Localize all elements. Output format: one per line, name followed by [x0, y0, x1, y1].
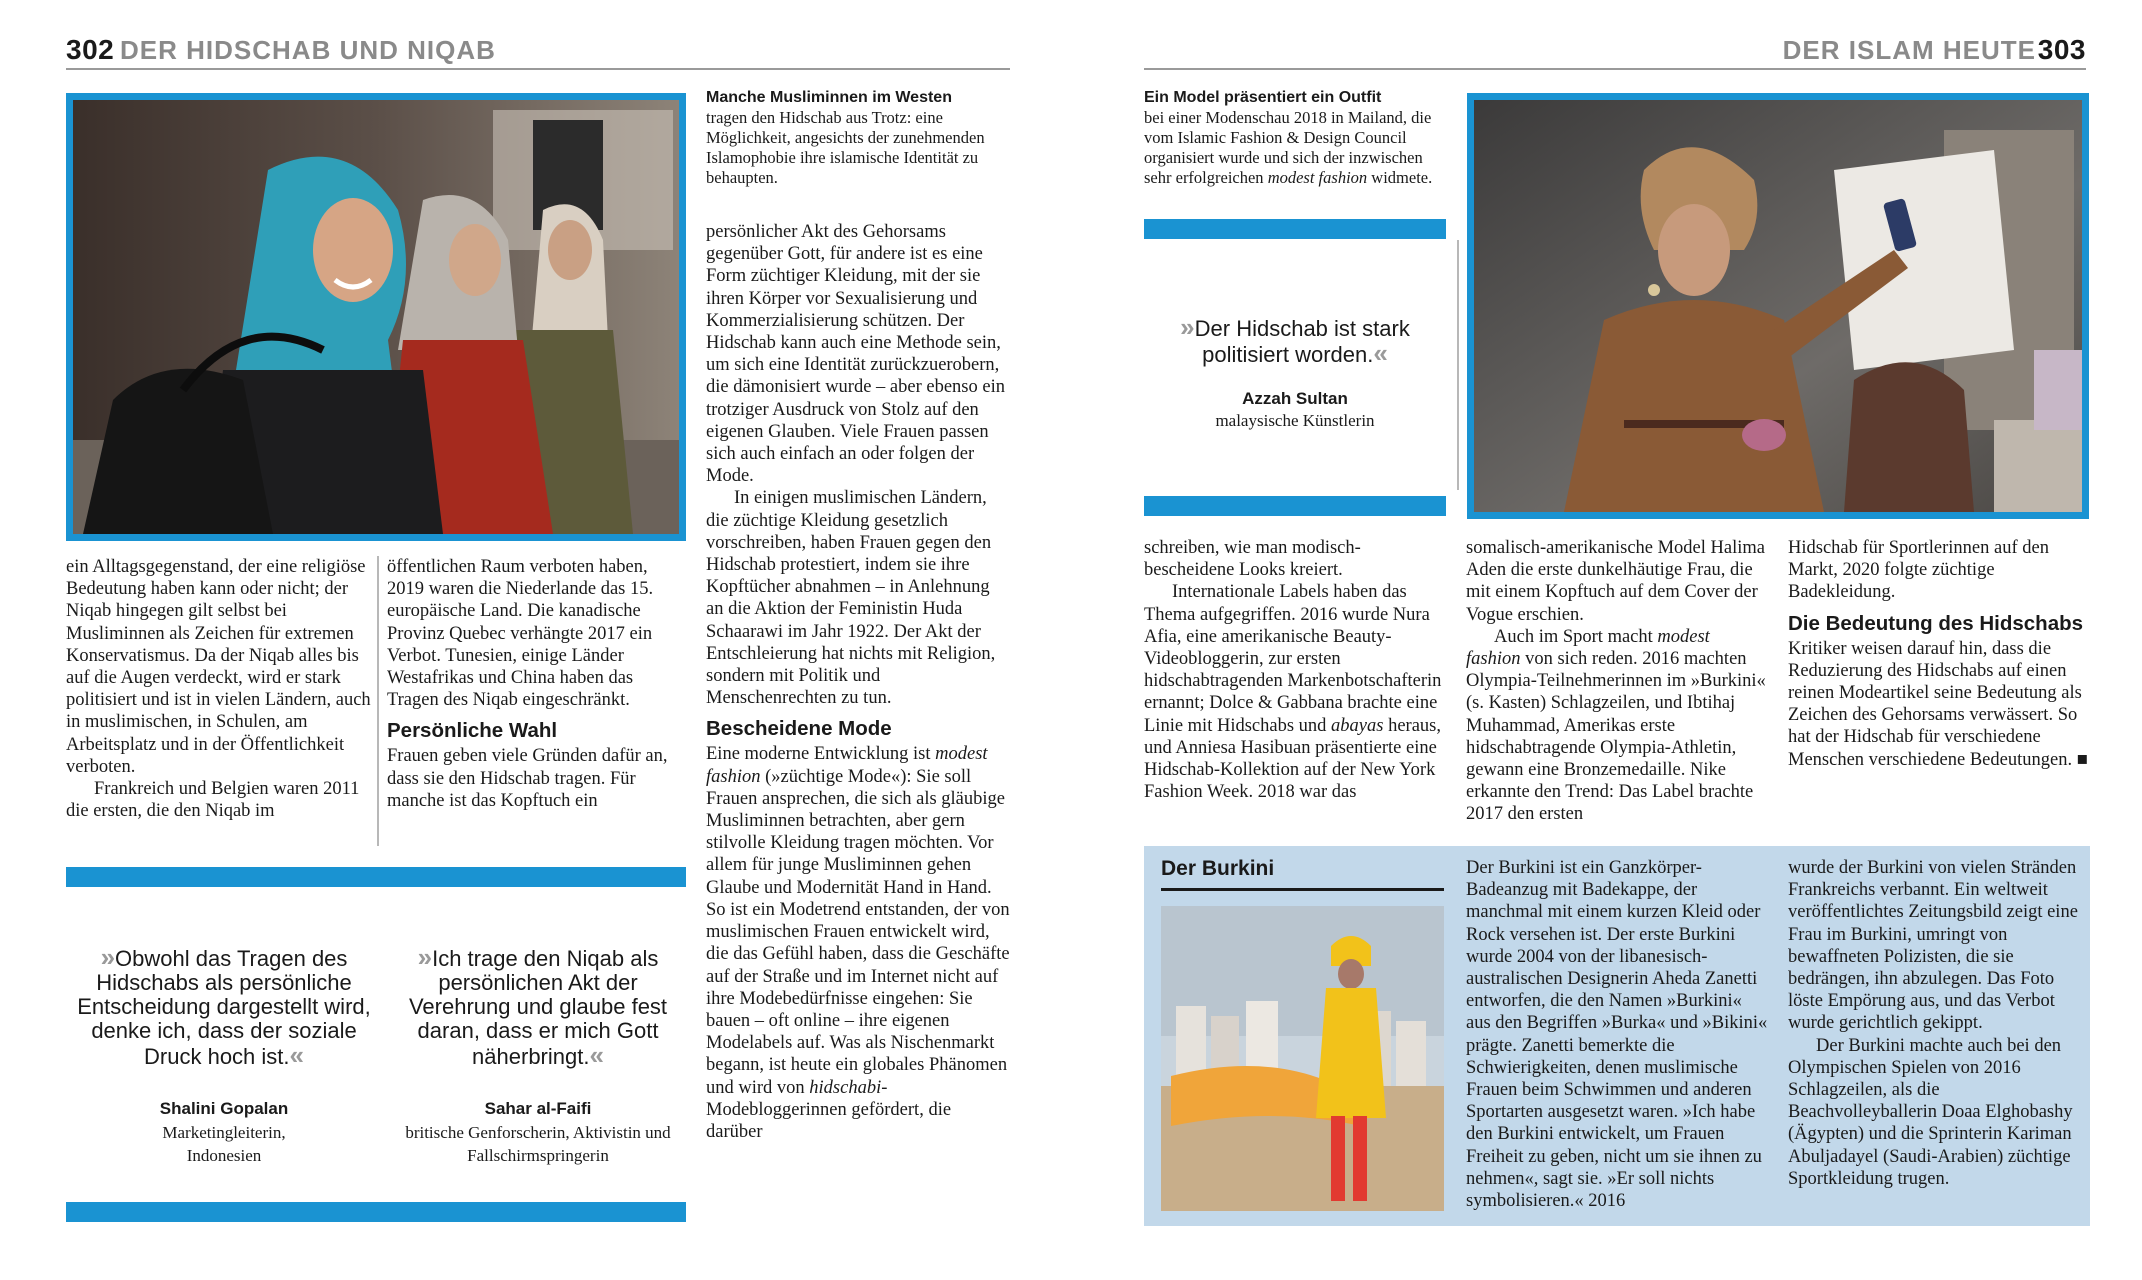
burkini-box-column-2: [1788, 857, 2078, 1190]
right-col1-paragraph-2: Internationale Labels haben das Thema aufgegriffen. 2016 wurde Nura Afia, eine amerikanische Beauty-Videobloggerin, zur ersten hidschabtragenden Markenbotschafterin ernannt; Dolce & Gabbana brachte eine Linie mit Hidschabs und abayas heraus, und Anniesa Hasibuan präsentierte eine Hidschab-Kollektion auf der New York Fashion Week. 2018 war das: [1144, 582, 1442, 803]
left-running-title: DER HIDSCHAB UND NIQAB: [120, 35, 496, 65]
burkini-paragraph-2: wurde der Burkini von vielen Stränden Frankreichs verbannt. Ein weltweit veröffentlichtes Zeitungsbild zeigt eine Frau im Burkini, umringt von bewaffneten Polizisten, die sie bedrängen, ihn abzulegen. Das Foto löste Empörung aus, und das Verbot wurde gerichtlich gekippt.: [1788, 858, 2078, 1034]
left-col1-paragraph-2: Frankreich und Belgien waren 2011 die ersten, die den Niqab im: [66, 779, 360, 822]
photo-burkini-beach: [1161, 906, 1444, 1211]
quote-azzah-sultan: [1144, 312, 1446, 432]
quote-open-mark: »: [100, 942, 116, 972]
right-page-number: 303: [2037, 34, 2086, 65]
left-header-rule: [66, 68, 1010, 70]
quote-2-text: »Ich trage den Niqab als persönlichen Akt der Verehrung und glaube fest daran, dass er mich Gott näherbringt.«: [408, 942, 668, 1070]
right-running-title: DER ISLAM HEUTE: [1782, 35, 2036, 65]
right-quote-divider: [1457, 240, 1459, 490]
quote-1-role: Marketingleiterin, Indonesien: [162, 1123, 286, 1165]
left-col3-paragraph-3: Eine moderne Entwicklung ist modest fashion (»züchtige Mode«): Sie soll Frauen ansprechen, die sich als gläubige Musliminnen betrachten, aber gern stilvolle Kleidung tragen möchten. Vor allem für junge Musliminnen gehen Glaube und Modernität Hand in Hand. So ist ein Modetrend entstanden, der von muslimischen Frauen entwickelt wird, die das Gefühl haben, dass die Geschäfte auf der Straße und im Internet nicht auf ihre Modebedürfnisse eingehen: Sie bauen – oft online – ihre eigenen Modelabels auf. Was als Nischenmarkt begann, ist heute ein globales Phänomen und wird von hidschabi-Modebloggerinnen gefördert, die darüber: [706, 744, 1010, 1142]
quote-shalini-gopalan: [74, 942, 374, 1167]
right-col3-paragraph-2: Kritiker weisen darauf hin, dass die Reduzierung des Hidschabs auf einen reinen Modeartikel seine Bedeutung als Zeichen des Gehorsams verwässert. So hat der Hidschab für verschiedene Menschen verschiedene Bedeutungen. ■: [1788, 638, 2088, 770]
right-col1-paragraph: schreiben, wie man modisch-bescheidene Looks kreiert.: [1144, 538, 1361, 581]
quote-1-name: Shalini Gopalan: [159, 1099, 289, 1118]
left-caption-text: tragen den Hidschab aus Trotz: eine Möglichkeit, angesichts der zunehmenden Islamophobie ihre islamische Identität zu behaupten.: [706, 108, 985, 187]
model-selfie-illustration: [1474, 100, 2082, 512]
left-column-divider-1: [377, 556, 379, 846]
quote-sahar-al-faifi: [388, 942, 688, 1167]
quote-close-mark: «: [1373, 338, 1388, 368]
left-page-number: 302: [66, 34, 115, 65]
quote-open-mark: »: [417, 942, 433, 972]
heading-bedeutung-des-hidschabs: Die Bedeutung des Hidschabs: [1788, 611, 2084, 635]
quote-close-mark: «: [589, 1040, 604, 1070]
left-column-1: [66, 556, 371, 822]
right-caption-lead: Ein Model präsentiert ein Outfit: [1144, 89, 1382, 106]
right-photo-caption: Ein Model präsentiert ein Outfit bei einer Modenschau 2018 in Mailand, die vom Islamic Fashion & Design Council organisiert wurde und sich der inzwischen sehr erfolgreichen modest fashion widmete.: [1144, 89, 1433, 187]
quote-2-name: Sahar al-Faifi: [484, 1099, 592, 1118]
left-column-2: [387, 556, 689, 812]
left-col3-paragraph: persönlicher Akt des Gehorsams gegenüber Gott, für andere ist es eine Form züchtiger Kleidung, mit der sie ihren Körper vor Sexualisierung und Kommerzialisierung schützen. Der Hidschab kann auch eine Methode sein, um sich eine Identität zurückzuerobern, die dämonisiert wurde – aber ebenso ein trotziger Ausdruck von Stolz auf den eigenen Glauben. Viele Frauen passen sich auch einfach an oder folgen der Mode.: [706, 222, 1005, 487]
quote-3-role: malaysische Künstlerin: [1215, 411, 1375, 430]
quote-1-text: »Obwohl das Tragen des Hidschabs als persönliche Entscheidung dargestellt wird, denke ich, dass der soziale Druck hoch ist.«: [77, 942, 371, 1070]
burkini-box-title-rule: [1161, 888, 1444, 891]
right-header-rule: [1144, 68, 2086, 70]
quote-close-mark: «: [289, 1040, 304, 1070]
left-column-3: [706, 221, 1010, 1143]
left-col2-paragraph-2: Frauen geben viele Gründen dafür an, dass sie den Hidschab tragen. Für manche ist das Kopftuch ein: [387, 746, 668, 811]
quote-open-mark: »: [1180, 312, 1195, 342]
heading-persoenliche-wahl: Persönliche Wahl: [387, 719, 558, 743]
right-col2-paragraph-2: Auch im Sport macht modest fashion von sich reden. 2016 machten Olympia-Teilnehmerinnen im »Burkini« (s. Kasten) Schlagzeilen, und Ibtihaj Muhammad, Amerikas erste hidschabtragende Olympia-Athletin, gewann eine Bronzemedaille. Nike erkannte den Trend: Das Label brachte 2017 den ersten: [1466, 626, 1766, 825]
burkini-beach-illustration: [1161, 906, 1444, 1211]
right-quote-bar-bottom: [1144, 496, 1446, 516]
left-caption-lead: Manche Musliminnen im Westen: [706, 89, 952, 106]
end-mark: ■: [2076, 749, 2088, 770]
quote-2-role: britische Genforscherin, Aktivistin und Fallschirmspringerin: [405, 1123, 671, 1165]
burkini-paragraph-1: Der Burkini ist ein Ganzkörper-Badeanzug mit Badekappe, der manchmal mit einem kurzen Kleid oder Rock versehen ist. Der erste Burkini wurde 2004 von der libanesisch-australischen Designerin Aheda Zanetti entworfen, die den Namen »Burkini« aus den Begriffen »Burka« und »Bikini« prägte. Zanetti bemerkte die Schwierigkeiten, denen muslimische Frauen beim Schwimmen und anderen Sportarten ausgesetzt waren. »Ich habe den Burkini entwickelt, um Frauen Freiheit zu geben, nicht um sie ihnen zu nehmen«, sagt sie. »Er soll nichts symbolisieren.« 2016: [1466, 858, 1768, 1212]
left-col3-paragraph-2: In einigen muslimischen Ländern, die züchtige Kleidung gesetzlich vorschreiben, haben Frauen gegen den Hidschab protestiert, indem sie ihre Kopftücher abnahmen – in Anlehnung an die Aktion der Feministin Huda Schaarawi im Jahr 1922. Der Akt der Entschleierung hat nichts mit Religion, sondern mit Politik und Menschenrechten zu tun.: [706, 488, 996, 709]
right-col3-paragraph: Hidschab für Sportlerinnen auf den Markt, 2020 folgte züchtige Badekleidung.: [1788, 538, 2049, 603]
right-column-2: [1466, 537, 1768, 826]
left-col1-paragraph: ein Alltagsgegenstand, der eine religiöse Bedeutung haben kann oder nicht; der Niqab hingegen gilt selbst bei Musliminnen als Zeichen für extremen Konservatismus. Da der Niqab alles bis auf die Augen verdeckt, wird er stark politisiert und ist in vielen Ländern, auch in muslimischen, in Schulen, am Arbeitsplatz und in der Öffentlichkeit verboten.: [66, 557, 371, 777]
women-street-illustration: [73, 100, 679, 534]
right-col2-paragraph: somalisch-amerikanische Model Halima Aden die erste dunkelhäutige Frau, die mit einem Kopftuch auf dem Cover der Vogue erschien.: [1466, 538, 1765, 625]
right-column-3: [1788, 537, 2088, 771]
left-quote-bar-bottom: [66, 1202, 686, 1222]
burkini-box-title: Der Burkini: [1161, 857, 1275, 880]
left-quote-bar-top: [66, 867, 686, 887]
right-column-1: [1144, 537, 1449, 803]
quote-3-name: Azzah Sultan: [1242, 389, 1348, 408]
photo-women-in-hijabs: [66, 93, 686, 541]
left-photo-caption: [706, 87, 1006, 188]
left-col2-paragraph: öffentlichen Raum verboten haben, 2019 waren die Niederlande das 15. europäische Land. Die kanadische Provinz Quebec verhängte 2017 ein Verbot. Tunesien, einige Länder Westafrikas und China haben das Tragen des Niqab eingeschränkt.: [387, 557, 654, 711]
burkini-paragraph-3: Der Burkini machte auch bei den Olympischen Spielen von 2016 Schlagzeilen, als die Beachvolleyballerin Doaa Elghobashy (Ägypten) und die Sprinterin Kariman Abuljadayel (Saudi-Arabien) züchtige Sportkleidung trugen.: [1788, 1035, 2073, 1189]
right-quote-bar-top: [1144, 219, 1446, 239]
burkini-box-column-1: [1466, 857, 1770, 1212]
quote-3-text: »Der Hidschab ist stark politisiert worden.«: [1180, 312, 1410, 368]
photo-model-fashion-show: [1467, 93, 2089, 519]
heading-bescheidene-mode: Bescheidene Mode: [706, 717, 892, 741]
